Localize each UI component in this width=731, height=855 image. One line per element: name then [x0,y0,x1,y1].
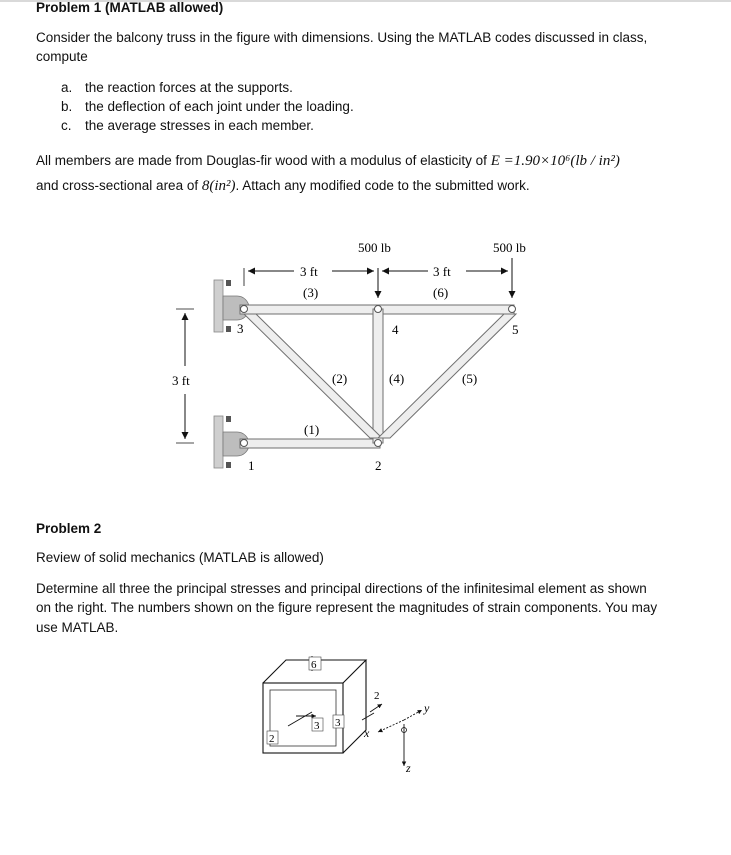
member-label: (2) [332,371,348,386]
material-line1: All members are made from Douglas-fir wood with a modulus of elasticity of E =1.90×10⁶(lb / in²) [36,153,620,169]
task-list [61,78,354,135]
span-left-label: 3 ft [300,264,318,279]
node-label: 1 [248,458,255,473]
member-label: (1) [304,422,320,437]
problem2-subtitle: Review of solid mechanics (MATLAB is allowed) [36,550,324,565]
node-label: 3 [237,321,244,336]
node-label: 4 [392,322,399,337]
load-left-label: 500 lb [358,240,391,255]
member-2 [244,314,382,438]
axis-label-y: y [424,701,430,715]
modulus-expression: E =1.90×10⁶(lb / in²) [490,153,620,169]
member-label: (4) [389,371,405,386]
axis-label-z: z [406,761,411,775]
strain-label-top: 6 [311,659,317,671]
member-label: (5) [462,371,478,386]
problem2-body-line1: Determine all three the principal stresses and principal directions of the infinitesimal element as shown [36,581,647,596]
y-axis [404,710,422,720]
node-label: 5 [512,322,519,337]
axis-label-x: x [364,726,370,740]
member-1 [240,439,380,448]
strain-label-side: 3 [335,717,341,729]
joint-1 [241,440,248,447]
height-label: 3 ft [172,373,190,388]
load-right-label: 500 lb [493,240,526,255]
problem2-body-line2: on the right. The numbers shown on the figure represent the magnitudes of strain components. You may [36,600,658,615]
problem1-intro-line2: compute [36,49,88,64]
problem2-title: Problem 2 [36,521,102,536]
material-line2: and cross-sectional area of 8(in²). Attach any modified code to the submitted work. [36,178,530,194]
joint-3 [241,306,248,313]
x-axis [378,720,404,732]
joint-4 [375,306,382,313]
list-item: c. the average stresses in each member. [61,118,314,133]
problem2-body-line3: use MATLAB. [36,620,119,635]
area-expression: 8(in²) [201,178,236,194]
member-label: (6) [433,285,449,300]
joint-5 [509,306,516,313]
span-right-label: 3 ft [433,264,451,279]
wall-support-bottom [214,416,223,468]
problem1-title: Problem 1 (MATLAB allowed) [36,0,224,15]
truss-figure [160,232,550,482]
strain-element-figure [250,645,450,775]
member-4 [373,309,383,443]
wall-support-top [214,280,223,332]
list-item: a. the reaction forces at the supports. [61,80,293,95]
strain-label-front: 2 [269,733,275,745]
strain-label-right: 2 [374,690,380,702]
list-item: b. the deflection of each joint under the loading. [61,99,354,114]
node-label: 2 [375,458,382,473]
problem1-intro-line1: Consider the balcony truss in the figure with dimensions. Using the MATLAB codes discussed in class, [36,30,648,45]
member-label: (3) [303,285,319,300]
strain-label-diag: 3 [314,720,320,732]
cube-side-face [343,660,366,753]
joint-2 [375,440,382,447]
